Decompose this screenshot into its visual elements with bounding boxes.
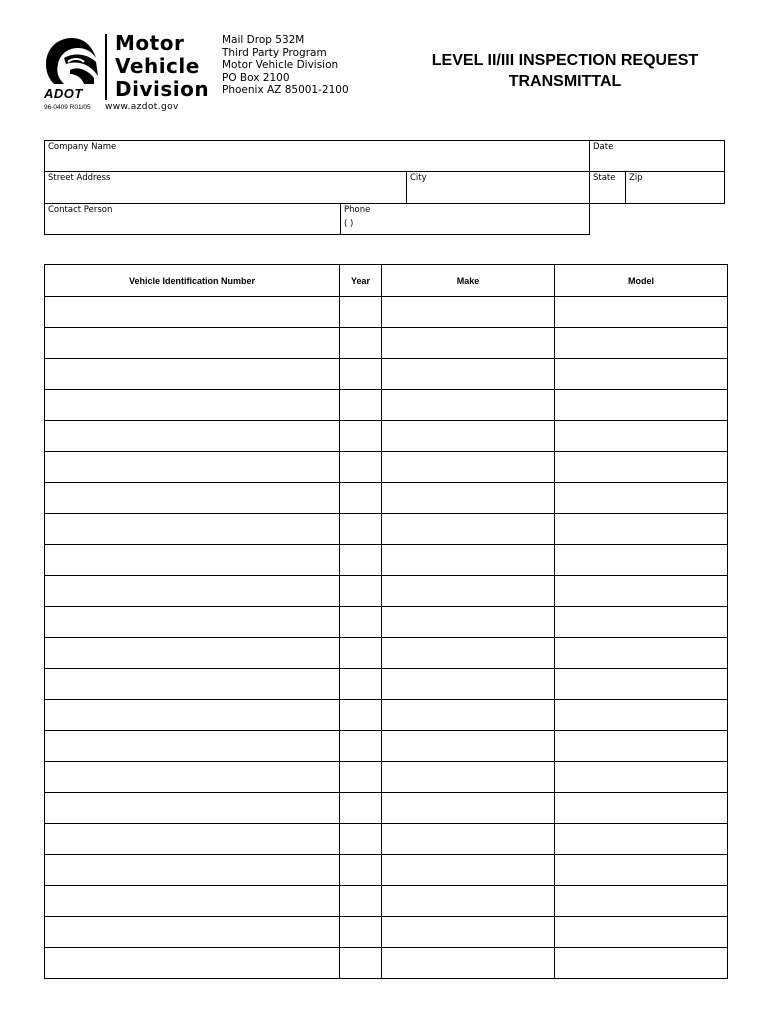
make-cell[interactable] bbox=[382, 421, 555, 452]
website-link[interactable]: www.azdot.gov bbox=[105, 102, 179, 112]
vin-cell[interactable] bbox=[45, 762, 340, 793]
table-row bbox=[45, 359, 728, 390]
year-cell[interactable] bbox=[340, 328, 382, 359]
model-cell[interactable] bbox=[555, 452, 728, 483]
logo-divider bbox=[105, 34, 107, 100]
year-cell[interactable] bbox=[340, 514, 382, 545]
year-cell[interactable] bbox=[340, 948, 382, 979]
vin-cell[interactable] bbox=[45, 607, 340, 638]
model-cell[interactable] bbox=[555, 793, 728, 824]
table-row bbox=[45, 390, 728, 421]
phone-field[interactable] bbox=[340, 203, 590, 235]
make-cell[interactable] bbox=[382, 886, 555, 917]
model-cell[interactable] bbox=[555, 607, 728, 638]
table-row bbox=[45, 638, 728, 669]
vin-cell[interactable] bbox=[45, 793, 340, 824]
model-cell[interactable] bbox=[555, 483, 728, 514]
make-cell[interactable] bbox=[382, 700, 555, 731]
date-field[interactable] bbox=[589, 140, 725, 172]
vin-cell[interactable] bbox=[45, 731, 340, 762]
table-row bbox=[45, 607, 728, 638]
phone-value: ( ) bbox=[344, 219, 354, 229]
address-line: Motor Vehicle Division bbox=[222, 59, 339, 71]
vin-cell[interactable] bbox=[45, 917, 340, 948]
make-cell[interactable] bbox=[382, 328, 555, 359]
zip-label: Zip bbox=[629, 173, 643, 183]
vin-cell[interactable] bbox=[45, 452, 340, 483]
state-field[interactable] bbox=[589, 171, 626, 204]
year-cell[interactable] bbox=[340, 638, 382, 669]
make-cell[interactable] bbox=[382, 576, 555, 607]
year-cell[interactable] bbox=[340, 576, 382, 607]
model-cell[interactable] bbox=[555, 576, 728, 607]
address-line: Mail Drop 532M bbox=[222, 34, 305, 46]
make-cell[interactable] bbox=[382, 793, 555, 824]
vin-cell[interactable] bbox=[45, 483, 340, 514]
table-row bbox=[45, 824, 728, 855]
contact-person-label: Contact Person bbox=[48, 205, 113, 215]
year-cell[interactable] bbox=[340, 390, 382, 421]
vin-cell[interactable] bbox=[45, 421, 340, 452]
brand-line-vehicle: Vehicle bbox=[115, 54, 200, 78]
year-cell[interactable] bbox=[340, 669, 382, 700]
mailing-address bbox=[222, 34, 349, 97]
table-row bbox=[45, 545, 728, 576]
make-cell[interactable] bbox=[382, 483, 555, 514]
address-line: Phoenix AZ 85001-2100 bbox=[222, 84, 349, 96]
year-cell[interactable] bbox=[340, 793, 382, 824]
adot-logo-text: ADOT bbox=[44, 86, 83, 101]
make-cell[interactable] bbox=[382, 948, 555, 979]
column-header-make: Make bbox=[382, 265, 555, 297]
year-cell[interactable] bbox=[340, 483, 382, 514]
state-label: State bbox=[593, 173, 616, 183]
table-row bbox=[45, 762, 728, 793]
phone-label: Phone bbox=[344, 205, 371, 215]
model-cell[interactable] bbox=[555, 297, 728, 328]
make-cell[interactable] bbox=[382, 762, 555, 793]
make-cell[interactable] bbox=[382, 731, 555, 762]
zip-field[interactable] bbox=[625, 171, 725, 204]
vin-cell[interactable] bbox=[45, 514, 340, 545]
model-cell[interactable] bbox=[555, 824, 728, 855]
year-cell[interactable] bbox=[340, 421, 382, 452]
make-cell[interactable] bbox=[382, 607, 555, 638]
table-row bbox=[45, 576, 728, 607]
make-cell[interactable] bbox=[382, 855, 555, 886]
vin-cell[interactable] bbox=[45, 948, 340, 979]
year-cell[interactable] bbox=[340, 297, 382, 328]
model-cell[interactable] bbox=[555, 669, 728, 700]
vin-cell[interactable] bbox=[45, 669, 340, 700]
table-row bbox=[45, 452, 728, 483]
model-cell[interactable] bbox=[555, 700, 728, 731]
city-field[interactable] bbox=[406, 171, 590, 204]
title-line-2: TRANSMITTAL bbox=[508, 73, 622, 90]
table-row bbox=[45, 514, 728, 545]
table-row bbox=[45, 700, 728, 731]
year-cell[interactable] bbox=[340, 607, 382, 638]
make-cell[interactable] bbox=[382, 514, 555, 545]
street-address-label: Street Address bbox=[48, 173, 111, 183]
city-label: City bbox=[410, 173, 427, 183]
make-cell[interactable] bbox=[382, 359, 555, 390]
table-row bbox=[45, 669, 728, 700]
model-cell[interactable] bbox=[555, 948, 728, 979]
table-row bbox=[45, 948, 728, 979]
make-cell[interactable] bbox=[382, 638, 555, 669]
street-address-field[interactable] bbox=[44, 171, 407, 204]
make-cell[interactable] bbox=[382, 452, 555, 483]
model-cell[interactable] bbox=[555, 328, 728, 359]
brand-line-division: Division bbox=[115, 77, 210, 101]
year-cell[interactable] bbox=[340, 762, 382, 793]
table-row bbox=[45, 731, 728, 762]
year-cell[interactable] bbox=[340, 917, 382, 948]
make-cell[interactable] bbox=[382, 390, 555, 421]
year-cell[interactable] bbox=[340, 855, 382, 886]
model-cell[interactable] bbox=[555, 917, 728, 948]
page-title bbox=[410, 50, 720, 92]
model-cell[interactable] bbox=[555, 359, 728, 390]
make-cell[interactable] bbox=[382, 824, 555, 855]
table-row bbox=[45, 855, 728, 886]
year-cell[interactable] bbox=[340, 452, 382, 483]
make-cell[interactable] bbox=[382, 297, 555, 328]
vin-cell[interactable] bbox=[45, 297, 340, 328]
vin-cell[interactable] bbox=[45, 638, 340, 669]
vin-cell[interactable] bbox=[45, 700, 340, 731]
table-row bbox=[45, 917, 728, 948]
vin-cell[interactable] bbox=[45, 855, 340, 886]
model-cell[interactable] bbox=[555, 762, 728, 793]
column-header-vin: Vehicle Identification Number bbox=[45, 265, 340, 297]
model-cell[interactable] bbox=[555, 638, 728, 669]
make-cell[interactable] bbox=[382, 917, 555, 948]
date-label: Date bbox=[593, 142, 614, 152]
form-number: 96-0409 R01/05 bbox=[44, 104, 91, 111]
address-line: Third Party Program bbox=[222, 46, 327, 59]
column-header-model: Model bbox=[555, 265, 728, 297]
vin-cell[interactable] bbox=[45, 328, 340, 359]
vin-cell[interactable] bbox=[45, 359, 340, 390]
vin-cell[interactable] bbox=[45, 824, 340, 855]
brand-line-motor: Motor bbox=[115, 31, 185, 55]
model-cell[interactable] bbox=[555, 390, 728, 421]
year-cell[interactable] bbox=[340, 824, 382, 855]
table-row bbox=[45, 483, 728, 514]
table-row bbox=[45, 421, 728, 452]
model-cell[interactable] bbox=[555, 421, 728, 452]
table-row bbox=[45, 297, 728, 328]
model-cell[interactable] bbox=[555, 514, 728, 545]
model-cell[interactable] bbox=[555, 855, 728, 886]
table-row bbox=[45, 886, 728, 917]
model-cell[interactable] bbox=[555, 731, 728, 762]
year-cell[interactable] bbox=[340, 700, 382, 731]
vin-cell[interactable] bbox=[45, 576, 340, 607]
table-row bbox=[45, 328, 728, 359]
vehicle-table bbox=[44, 264, 728, 979]
year-cell[interactable] bbox=[340, 545, 382, 576]
vin-cell[interactable] bbox=[45, 390, 340, 421]
vin-cell[interactable] bbox=[45, 545, 340, 576]
year-cell[interactable] bbox=[340, 731, 382, 762]
year-cell[interactable] bbox=[340, 359, 382, 390]
company-name-field[interactable] bbox=[44, 140, 590, 172]
company-name-label: Company Name bbox=[48, 142, 117, 152]
table-header-row bbox=[45, 265, 728, 297]
contact-person-field[interactable] bbox=[44, 203, 341, 235]
title-line-1: LEVEL II/III INSPECTION REQUEST bbox=[431, 52, 699, 69]
vin-cell[interactable] bbox=[45, 886, 340, 917]
make-cell[interactable] bbox=[382, 545, 555, 576]
model-cell[interactable] bbox=[555, 886, 728, 917]
year-cell[interactable] bbox=[340, 886, 382, 917]
column-header-year: Year bbox=[340, 265, 382, 297]
address-line: PO Box 2100 bbox=[222, 71, 290, 84]
make-cell[interactable] bbox=[382, 669, 555, 700]
table-row bbox=[45, 793, 728, 824]
model-cell[interactable] bbox=[555, 545, 728, 576]
